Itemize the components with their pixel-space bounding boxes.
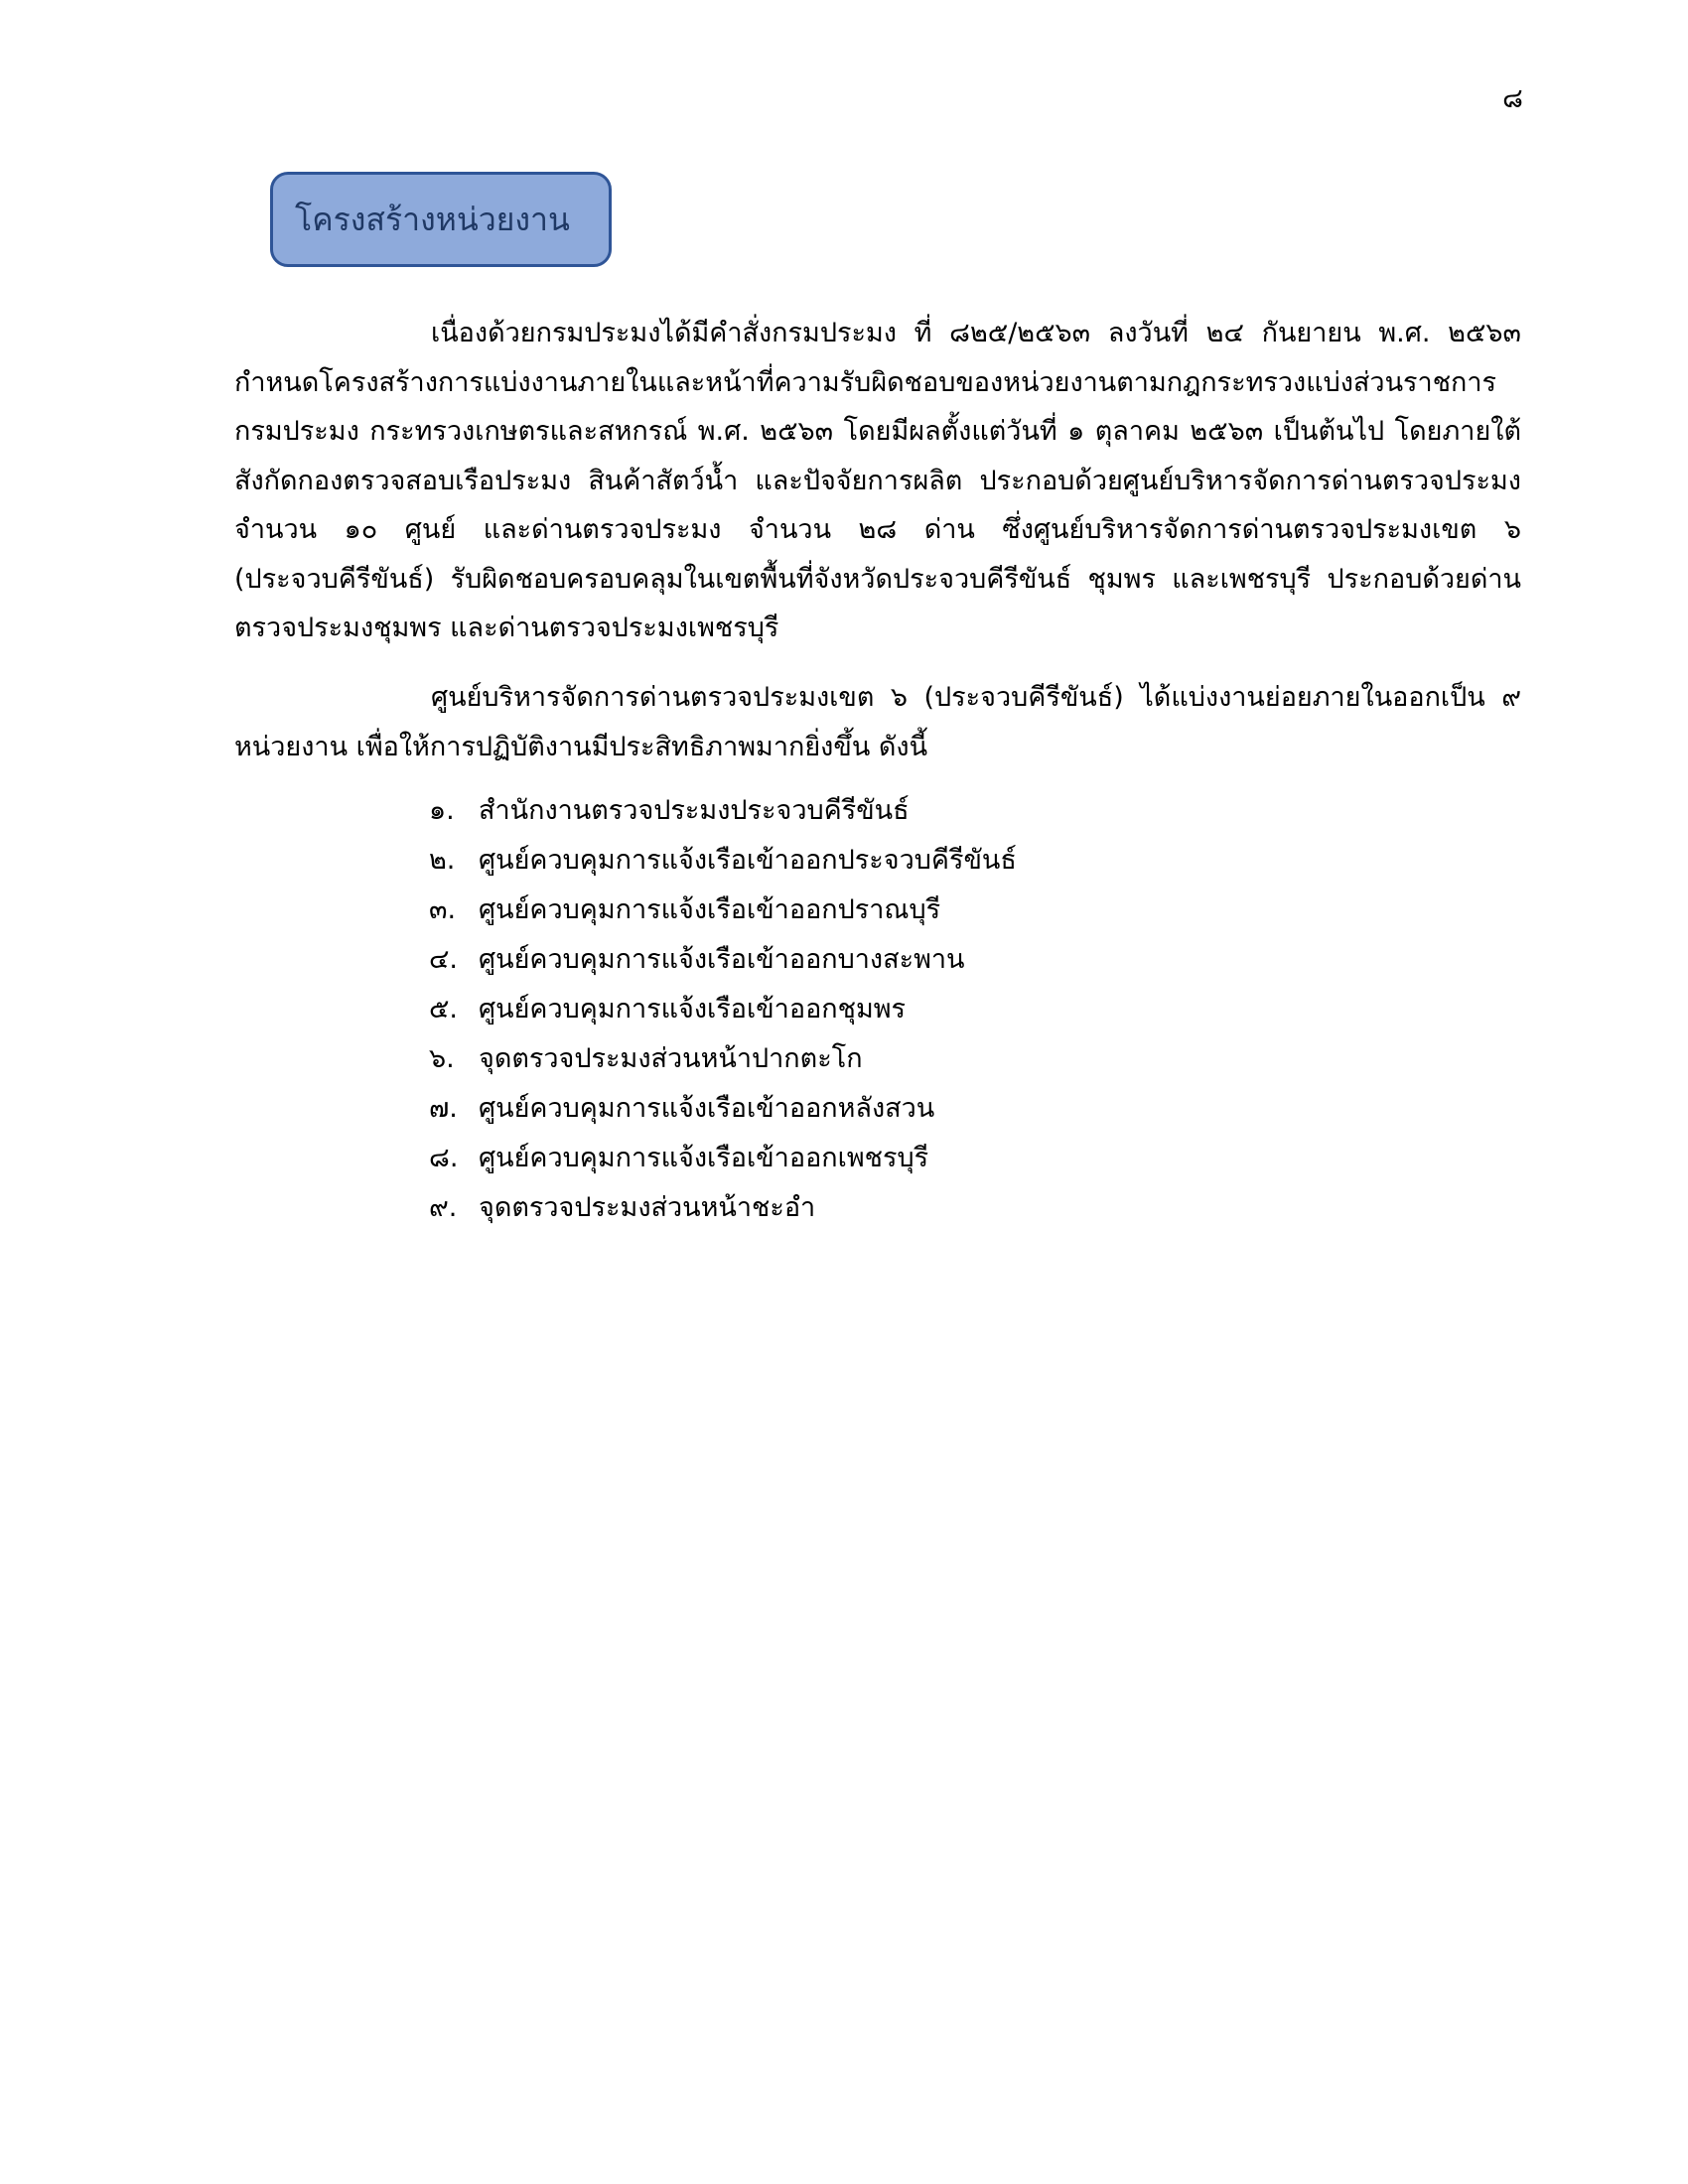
page-number: ๘: [1502, 83, 1523, 114]
list-item-text: ศูนย์ควบคุมการแจ้งเรือเข้าออกปราณบุรี: [479, 894, 941, 925]
list-item: [429, 1084, 1017, 1134]
list-item: [429, 1034, 1017, 1084]
list-item-number: ๙.: [429, 1192, 458, 1223]
list-item-number: ๖.: [429, 1043, 455, 1074]
list-item-text: ศูนย์ควบคุมการแจ้งเรือเข้าออกประจวบคีรีขันธ์: [479, 845, 1017, 876]
list-item-text: ศูนย์ควบคุมการแจ้งเรือเข้าออกบางสะพาน: [479, 944, 965, 975]
list-item: [429, 886, 1017, 935]
section-heading-box: [270, 172, 612, 267]
list-item-number: ๒.: [429, 845, 456, 876]
list-item-number: ๕.: [429, 994, 459, 1024]
unit-list: [429, 786, 1017, 1233]
list-item: [429, 1134, 1017, 1183]
list-item: [429, 935, 1017, 985]
list-item-text: ศูนย์ควบคุมการแจ้งเรือเข้าออกเพชรบุรี: [479, 1143, 929, 1173]
intro-paragraph: เนื่องด้วยกรมประมงได้มีคำสั่งกรมประมง ที่ ๘๒๕/๒๕๖๓ ลงวันที่ ๒๔ กันยายน พ.ศ. ๒๕๖๓ กำหนดโครงสร้างการแบ่งงานภายในและหน้าที่ความรับผิดชอบของหน่วยงานตามกฎกระทรวงแบ่งส่วนราชการกรมประมง กระทรวงเกษตรและสหกรณ์ พ.ศ. ๒๕๖๓ โดยมีผลตั้งแต่วันที่ ๑ ตุลาคม ๒๕๖๓ เป็นต้นไป โดยภายใต้สังกัดกองตรวจสอบเรือประมง สินค้าสัตว์น้ำ และปัจจัยการผลิต ประกอบด้วยศูนย์บริหารจัดการด่านตรวจประมง จำนวน ๑๐ ศูนย์ และด่านตรวจประมง จำนวน ๒๘ ด่าน ซึ่งศูนย์บริหารจัดการด่านตรวจประมงเขต ๖ (ประจวบคีรีขันธ์) รับผิดชอบครอบคลุมในเขตพื้นที่จังหวัดประจวบคีรีขันธ์ ชุมพร และเพชรบุรี ประกอบด้วยด่านตรวจประมงชุมพร และด่านตรวจประมงเพชรบุรี: [234, 318, 1521, 643]
division-paragraph: ศูนย์บริหารจัดการด่านตรวจประมงเขต ๖ (ประจวบคีรีขันธ์) ได้แบ่งงานย่อยภายในออกเป็น ๙ หน่วยงาน เพื่อให้การปฏิบัติงานมีประสิทธิภาพมากยิ่งขึ้น ดังนี้: [234, 682, 1521, 762]
list-item-number: ๓.: [429, 894, 457, 925]
list-item-text: ศูนย์ควบคุมการแจ้งเรือเข้าออกหลังสวน: [479, 1093, 935, 1124]
list-item-text: สำนักงานตรวจประมงประจวบคีรีขันธ์: [479, 795, 910, 826]
list-item-number: ๔.: [429, 944, 459, 975]
list-item-number: ๑.: [429, 795, 455, 826]
section-heading: โครงสร้างหน่วยงาน: [295, 201, 570, 238]
list-item-number: ๗.: [429, 1093, 458, 1124]
list-item: [429, 1183, 1017, 1233]
list-item-text: ศูนย์ควบคุมการแจ้งเรือเข้าออกชุมพร: [479, 994, 907, 1024]
list-item: [429, 786, 1017, 836]
list-item-number: ๘.: [429, 1143, 459, 1173]
list-item-text: จุดตรวจประมงส่วนหน้าชะอำ: [479, 1192, 816, 1223]
list-item-text: จุดตรวจประมงส่วนหน้าปากตะโก: [479, 1043, 863, 1074]
list-item: [429, 985, 1017, 1034]
list-item: [429, 836, 1017, 886]
